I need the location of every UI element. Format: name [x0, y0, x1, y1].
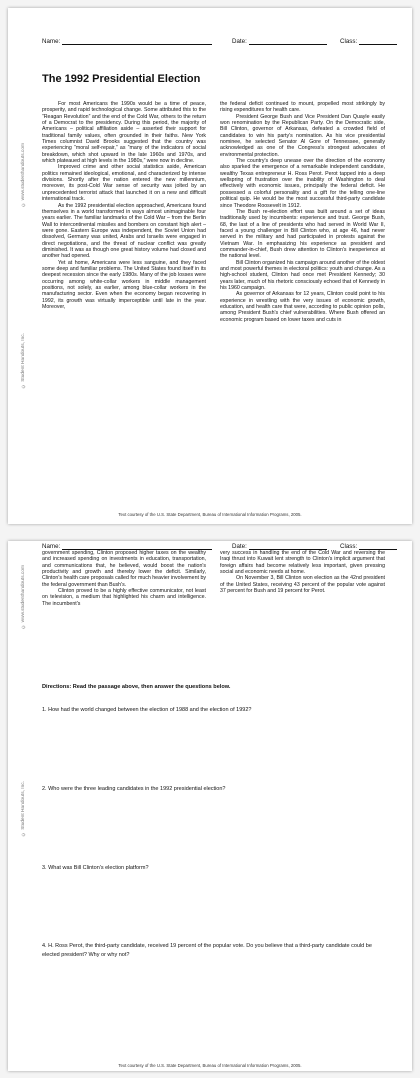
paragraph: very success in handling the end of the Cold War and reversing the Iraqi thrust into Kuwait lent strength to Clinton's implicit argument that foreign affairs had become relatively less important, given pressing social and economic needs at home. [220, 550, 385, 576]
source-credit: Text courtesy of the U.S. State Department, Bureau of International Information Programs, 2005. [118, 1063, 302, 1068]
paragraph: As the 1992 presidential election approached, Americans found themselves in a world transformed in ways almost unimaginable four years earlier. The familiar landmarks of the Cold War – from the Berlin Wall to intercontinental missiles and bombers on constant high alert – were gone. Eastern Europe was independent, the Soviet Union had dissolved, Germany was united, Arabs and Israelis were engaged in direct negotiations, and the threat of nuclear conflict was greatly diminished. It was as though one great history volume had closed and another had opened. [42, 202, 206, 260]
paragraph: Improved crime and other social statistics aside, American politics remained ideological, emotional, and characterized by intense divisions. Shortly after the nation entered the new millennium, moreover, its post-Cold War sense of security was jolted by an unprecedented terrorist attack that launched it on a new and difficult international track. [42, 164, 206, 203]
name-label: Name: [42, 38, 61, 45]
class-line[interactable] [359, 38, 397, 45]
date-field[interactable] [232, 38, 327, 45]
name-line[interactable] [62, 38, 212, 45]
date-label: Date: [232, 38, 247, 45]
company-watermark: © Student Handouts, Inc. [21, 333, 26, 389]
worksheet-page-2 [8, 541, 412, 1071]
question-3[interactable]: 3. What was Bill Clinton's election platform? [42, 865, 149, 871]
class-field[interactable] [340, 38, 397, 45]
passage-column-left [42, 101, 206, 474]
question-4[interactable]: 4. H. Ross Perot, the third-party candidate, received 19 percent of the popular vote. Do you believe that a third-party candidate could be elected president? Why or why not? [42, 943, 372, 958]
paragraph: For most Americans the 1990s would be a time of peace, prosperity, and rapid technological change. Some attributed this to the “Reagan Revolution” and the end of the Cold War, others to the return of a Democrat to the presidency. During this period, the majority of Americans – political affiliation aside – asserted their support for traditional family values, often grounded in their faiths. New York Times columnist David Brooks suggested that the country was experiencing “moral self-repair,” as “many of the indicators of social breakdown, which shot upward in the late 1960s and 1970s, and which plateaued at high levels in the 1980s,” were now in decline. [42, 101, 206, 165]
paragraph: government spending, Clinton proposed higher taxes on the wealthy and increased spending on investments in education, transportation, and communications that, he believed, would boost the nation's productivity and growth and thereby lower the deficit. Similarly, Clinton's health care proposals called for much heavier involvement by the federal government than Bush's. [42, 550, 206, 588]
date-label: Date: [232, 543, 247, 550]
class-field[interactable] [340, 543, 397, 550]
source-credit: Text courtesy of the U.S. State Department, Bureau of International Information Programs, 2005. [118, 512, 302, 517]
class-label: Class: [340, 543, 358, 550]
paragraph: As governor of Arkansas for 12 years, Clinton could point to his experience in wrestling with the very issues of economic growth, education, and health care that were, according to public opinion polls, among President Bush's chief vulnerabilities. Where Bush offered an economic program based on lower taxes and cuts in [220, 291, 385, 323]
date-line[interactable] [249, 38, 327, 45]
name-field[interactable] [42, 38, 212, 45]
question-2[interactable]: 2. Who were the three leading candidates in the 1992 presidential election? [42, 786, 226, 792]
name-label: Name: [42, 543, 61, 550]
paragraph: Bill Clinton organized his campaign around another of the oldest and most powerful themes in electoral politics: youth and change. As a high-school student, Clinton had once met President Kennedy; 30 years later, much of his rhetoric consciously echoed that of Kennedy in his 1960 campaign. [220, 259, 385, 291]
paragraph: On November 3, Bill Clinton won election as the 42nd president of the United States, receiving 43 percent of the popular vote against 37 percent for Bush and 19 percent for Perot. [220, 575, 385, 595]
directions: Directions: Read the passage above, then answer the questions below. [42, 684, 231, 690]
date-line[interactable] [249, 543, 327, 550]
passage-column-right [220, 101, 385, 474]
class-label: Class: [340, 38, 358, 45]
paragraph: President George Bush and Vice President Dan Quayle easily won renomination by the Republican Party. On the Democratic side, Bill Clinton, governor of Arkansas, defeated a crowded field of candidates to win his party's nomination. As his vice presidential nominee, he selected Senator Al Gore of Tennessee, generally acknowledged as one of the Congress's strongest advocates of environmental protection. [220, 113, 385, 158]
website-watermark: © www.studenthandouts.com [21, 143, 26, 207]
company-watermark: © Student Handouts, Inc. [21, 781, 26, 837]
student-info-header [42, 38, 386, 50]
website-watermark: © www.studenthandouts.com [21, 565, 26, 629]
paragraph: the federal deficit continued to mount, propelled most strikingly by rising expenditures for health care. [220, 101, 385, 114]
name-field[interactable] [42, 543, 212, 550]
page-title: The 1992 Presidential Election [42, 73, 201, 85]
class-line[interactable] [359, 543, 397, 550]
worksheet-page-1 [8, 8, 412, 524]
name-line[interactable] [62, 543, 212, 550]
question-1[interactable]: 1. How had the world changed between the election of 1988 and the election of 1992? [42, 707, 252, 713]
paragraph: The country's deep unease over the direction of the economy also sparked the emergence of a remarkable independent candidate, wealthy Texas entrepreneur H. Ross Perot. Perot tapped into a deep wellspring of frustration over the inability of Washington to deal effectively with economic issues, principally the federal deficit. He possessed a colorful personality and a gift for the telling one-line political quip. He would be the most successful third-party candidate since Theodore Roosevelt in 1912. [220, 158, 385, 209]
paragraph: Yet at home, Americans were less sanguine, and they faced some deep and familiar problems. The United States found itself in its deepest recession since the early 1980s. Many of the job losses were occurring among white-collar workers in middle management positions, not solely, as earlier, among blue-collar workers in the manufacturing sector. Even when the economy began recovering in 1992, its growth was virtually imperceptible until late in the year. Moreover, [42, 259, 206, 310]
date-field[interactable] [232, 543, 327, 550]
paragraph: Clinton proved to be a highly effective communicator, not least on television, a medium that highlighted his charm and intelligence. The incumbent's [42, 588, 206, 607]
paragraph: The Bush re-election effort was built around a set of ideas traditionally used by incumbents: experience and trust. George Bush, 68, the last of a line of presidents who had served in World War II, faced a young challenger in Bill Clinton who, at age 46, had never served in the military and had participated in protests against the Vietnam War. In emphasizing his experience as president and commander-in-chief, Bush drew attention to Clinton's inexperience at the national level. [220, 208, 385, 260]
passage-column-left [42, 550, 206, 652]
passage-column-right [220, 550, 385, 652]
